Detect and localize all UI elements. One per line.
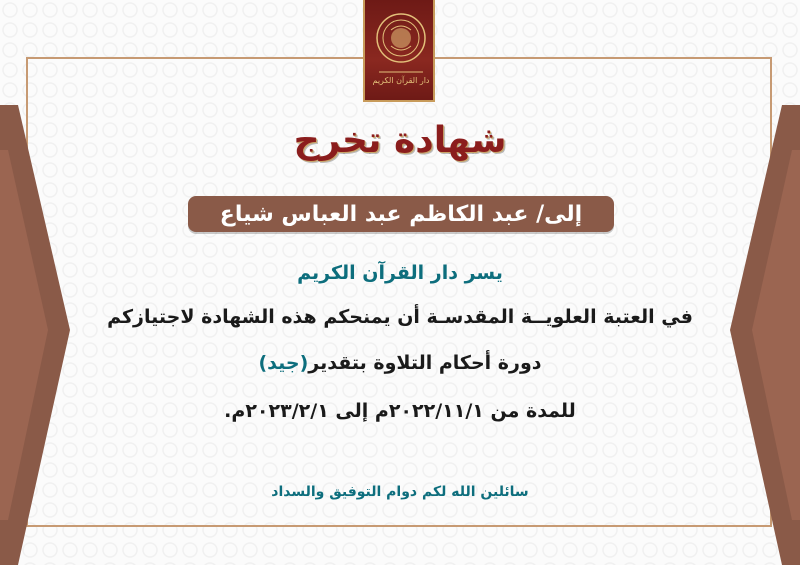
award-line: في العتبة العلويــة المقدسـة أن يمنحكم هذه الشهادة لاجتيازكم	[107, 306, 693, 328]
emblem-seal-icon	[365, 0, 437, 102]
recipient-name: إلى/ عبد الكاظم عبد العباس شياع	[219, 201, 583, 227]
course-line	[0, 352, 800, 374]
certificate-title: شهادة تخرج	[293, 120, 507, 161]
course-grade: (جيد)	[258, 352, 309, 374]
emblem-caption: دار القرآن الكريم	[372, 76, 430, 85]
course-name: دورة أحكام التلاوة بتقدير	[308, 352, 542, 374]
organization-line: يسر دار القرآن الكريم	[297, 262, 503, 284]
institution-emblem	[363, 0, 435, 102]
closing-line: سائلين الله لكم دوام التوفيق والسداد	[271, 484, 529, 500]
period-line: للمدة من ٢٠٢٢/١١/١م إلى ٢٠٢٣/٢/١م.	[224, 400, 576, 422]
recipient-banner	[188, 196, 614, 232]
